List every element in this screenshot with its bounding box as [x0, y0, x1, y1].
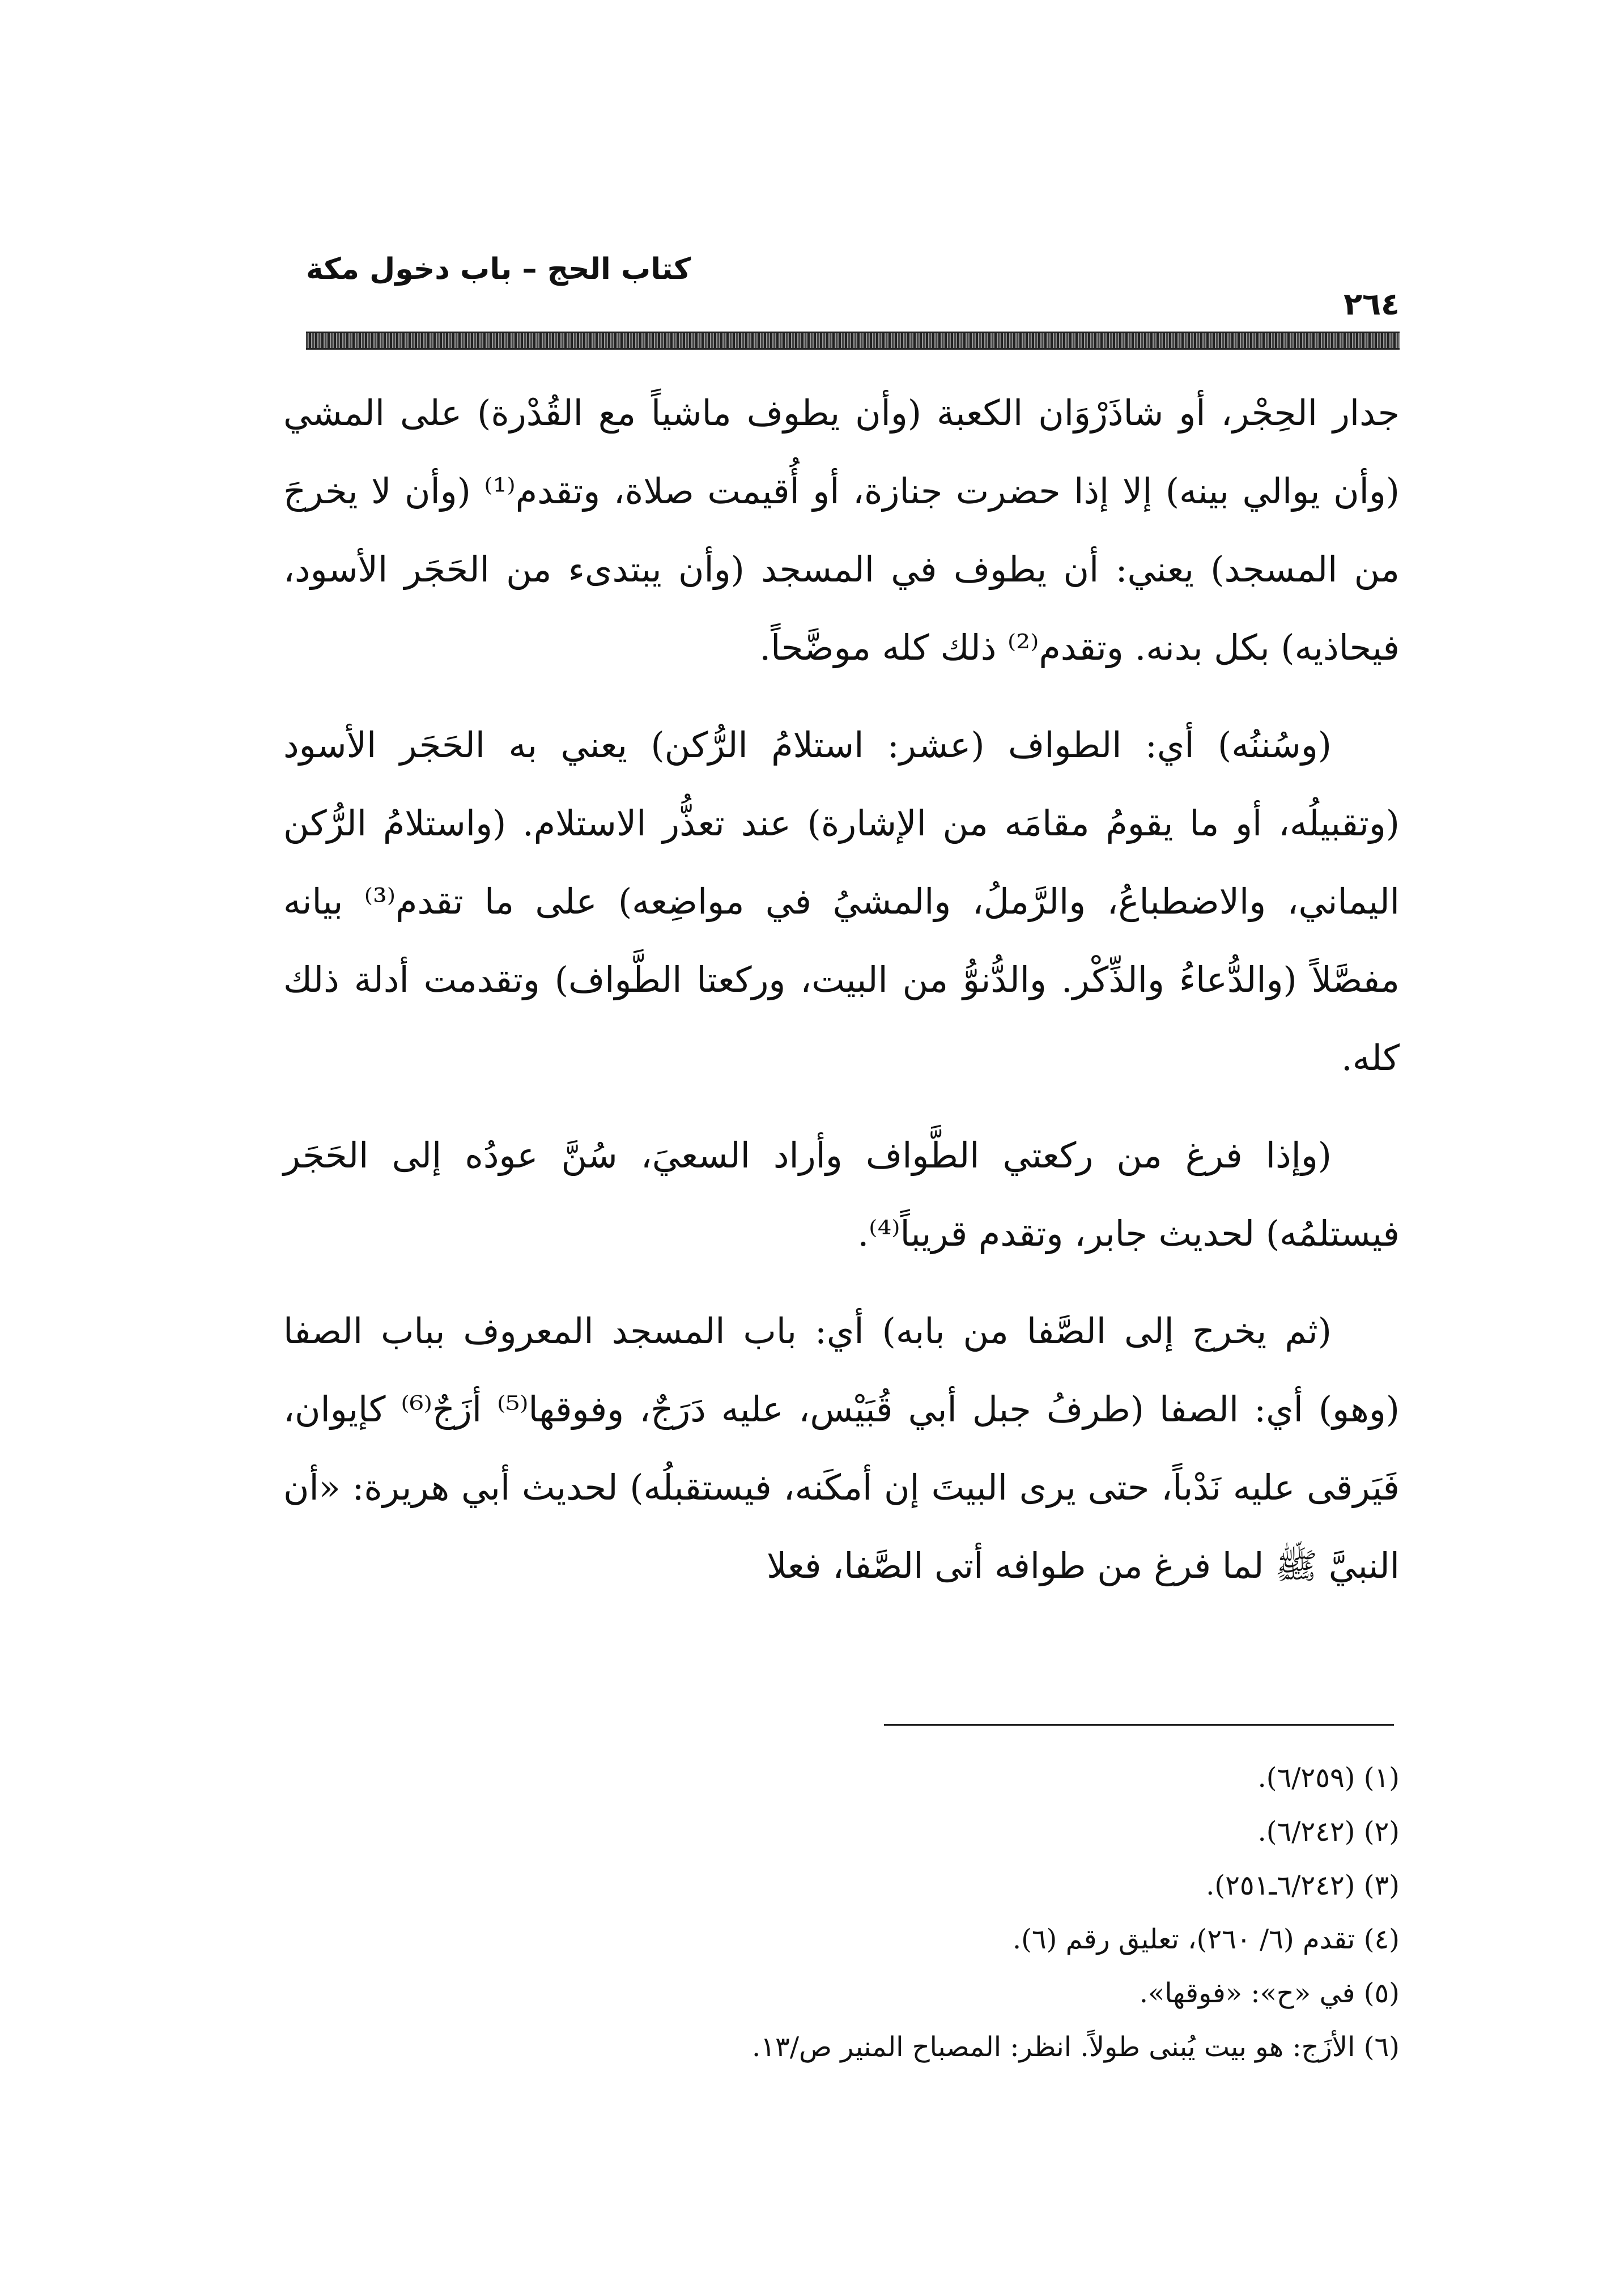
- running-title: كتاب الحج – باب دخول مكة: [306, 252, 691, 286]
- body-text: [283, 374, 1400, 1624]
- paragraph-2: (وسُننُه) أي: الطواف (عشر: استلامُ الرُّكن) يعني به الحَجَر الأسود (وتقبيلُه، أو ما يقومُ مقامَه من الإشارة) عند تعذُّر الاستلام. (واستلامُ الرُّكن اليماني، والاضطباعُ، والرَّملُ، والمشيُ في مواضِعه) على ما تقدم⁽³⁾ بيانه مفصَّلاً (والدُّعاءُ والذِّكْر. والدُّنوُّ من البيت، وركعتا الطَّواف) وتقدمت أدلة ذلك كله.: [283, 724, 1400, 1078]
- page-number: ٢٦٤: [1344, 286, 1400, 322]
- paragraph-3: (وإذا فرغ من ركعتي الطَّواف وأراد السعيَ، سُنَّ عودُه إلى الحَجَر فيستلمُه) لحديث جابر، وتقدم قريباً⁽⁴⁾.: [283, 1135, 1400, 1254]
- footnote-2: (٢) (٦/٢٤٢).: [1257, 1816, 1400, 1848]
- footnote-4: (٤) تقدم (٦/ ٢٦٠)، تعليق رقم (٦).: [1012, 1923, 1400, 1955]
- paragraph-1: جدار الحِجْر، أو شاذَرْوَان الكعبة (وأن يطوف ماشياً مع القُدْرة) على المشي (وأن يوالي بينه) إلا إذا حضرت جنازة، أو أُقيمت صلاة، وتقدم⁽¹⁾ (وأن لا يخرجَ من المسجد) يعني: أن يطوف في المسجد (وأن يبتدىء من الحَجَر الأسود، فيحاذيه) بكل بدنه. وتقدم⁽²⁾ ذلك كله موضَّحاً.: [283, 392, 1400, 668]
- page-header: [306, 252, 1400, 349]
- footnote-5: (٥) في «ح»: «فوقها».: [1139, 1977, 1400, 2009]
- footnote-3: (٣) (٦/٢٤٢ـ٢٥١).: [1206, 1870, 1400, 1901]
- paragraph-4: (ثم يخرج إلى الصَّفا من بابه) أي: باب المسجد المعروف بباب الصفا (وهو) أي: الصفا (طرفُ جبل أبي قُبَيْس، عليه دَرَجٌ، وفوقها⁽⁵⁾ أزَجٌ⁽⁶⁾ كإيوان، فَيَرقى عليه نَدْباً، حتى يرى البيتَ إن أمكَنه، فيستقبلُه) لحديث أبي هريرة: «أن النبيَّ ﷺ لما فرغ من طوافه أتى الصَّفا، فعلا: [283, 1310, 1400, 1586]
- footnotes: [680, 1751, 1400, 2074]
- header-rule: [306, 332, 1400, 350]
- footnote-divider: [884, 1724, 1394, 1726]
- footnote-1: (١) (٦/٢٥٩).: [1257, 1762, 1400, 1794]
- footnote-6: (٦) الأزَج: هو بيت يُبنى طولاً. انظر: المصباح المنير ص/١٣.: [751, 2031, 1400, 2063]
